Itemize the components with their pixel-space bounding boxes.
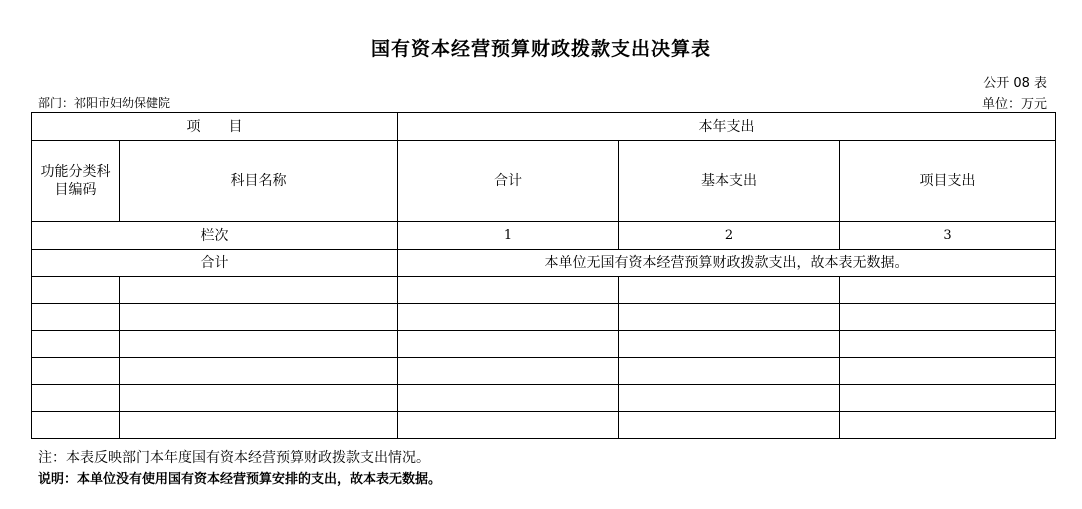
table-code: 公开 08 表: [983, 76, 1047, 91]
department-label: 部门：祁阳市妇幼保健院: [38, 96, 171, 110]
row-total-label: 合计: [32, 250, 398, 277]
explanation-text: 说明：本单位没有使用国有资本经营预算安排的支出，故本表无数据。: [38, 472, 442, 487]
table-row: [32, 412, 1056, 439]
page-title: 国有资本经营预算财政拨款支出决算表: [370, 38, 711, 60]
table-row: [32, 385, 1056, 412]
col-subject-name: 科目名称: [120, 141, 398, 222]
header-current-year: 本年支出: [398, 113, 1056, 141]
unit-label: 单位：万元: [981, 97, 1047, 112]
table-row: [32, 331, 1056, 358]
table-row: [32, 304, 1056, 331]
col-num-2: 2: [619, 222, 840, 250]
table-row: [32, 277, 1056, 304]
col-num-3: 3: [840, 222, 1056, 250]
table-row: [32, 358, 1056, 385]
col-basic: 基本支出: [619, 141, 840, 222]
header-item: 项 目: [32, 113, 398, 141]
col-total: 合计: [398, 141, 619, 222]
col-project: 项目支出: [840, 141, 1056, 222]
col-func-code: 功能分类科目编码: [32, 141, 120, 222]
col-num-1: 1: [398, 222, 619, 250]
note-text: 注：本表反映部门本年度国有资本经营预算财政拨款支出情况。: [38, 450, 430, 466]
no-data-message: 本单位无国有资本经营预算财政拨款支出，故本表无数据。: [398, 250, 1056, 277]
row-column-label: 栏次: [32, 222, 398, 250]
budget-table: [31, 112, 1056, 439]
